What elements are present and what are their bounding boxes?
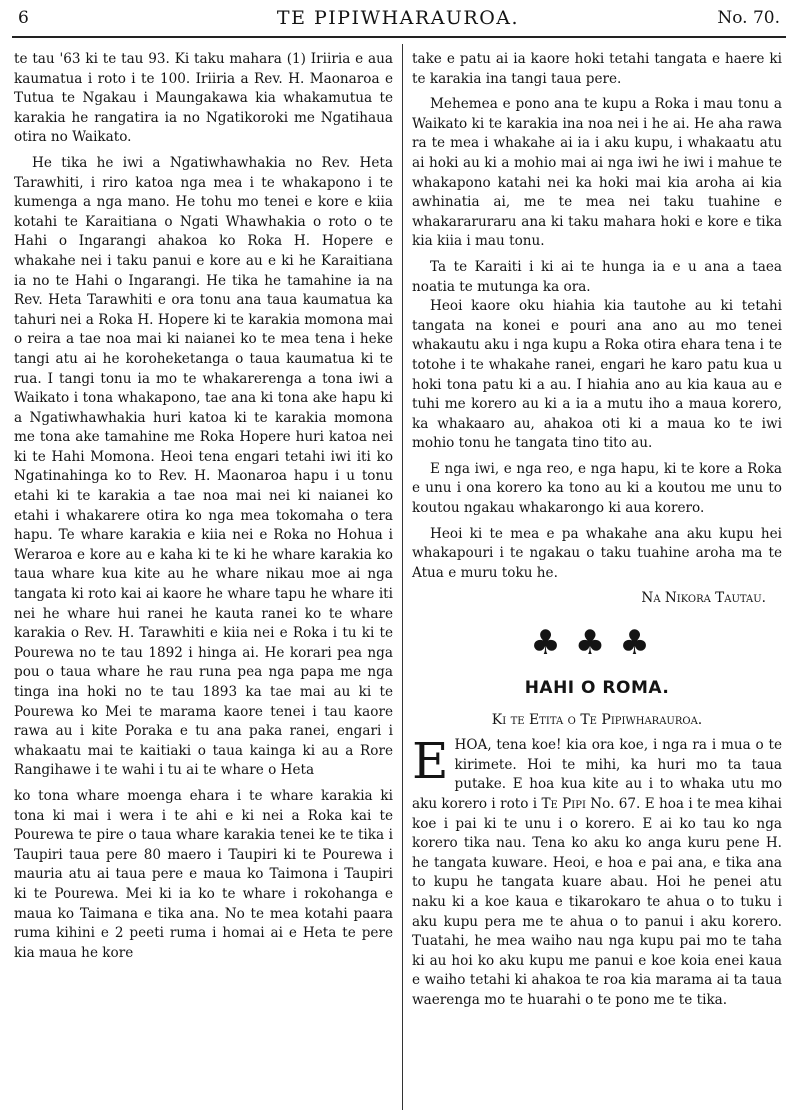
letter-text-a: HOA, tena koe! kia ora koe, i nga ra i mua o te kirimete. Hoi te mihi, ka huri mo ta taua putake. E hoa kua kite au i to whaka utu mo aku korero i roto i	[412, 737, 782, 812]
page-header	[0, 0, 796, 40]
right-paragraph-5: E nga iwi, e nga reo, e nga hapu, ki te kore a Roka e unu i ona korero ka tono au ki a koutou me unu to koutou ngakau whakarongo ki aua korero.	[412, 460, 782, 517]
clubs-ornament: ♣♣♣	[530, 623, 664, 664]
left-column	[14, 50, 393, 969]
right-paragraph-6: Heoi ki te mea e pa whakahe ana aku kupu hei whakapouri i te ngakau o taku tuahine aroha ma te Atua e muru toku he.	[412, 525, 782, 581]
signature: Na Nikora Tautau.	[641, 590, 766, 607]
letter-text-b: No. 67. E hoa i te mea kihai koe i pai ki te unu i o korero. E ai ko tau ko nga korero tika nau. Tena ko aku ko anga kuru pene H. he tangata kuware. Heoi, e hoa e pai ana, e tika ana to kupu he tangata kuare abau. Hoi he penei atu naku ki a koe kaua e tikarokaro te ahua o to tuku i aku kupu pera me te ahua o to panui i aku korero. Tuatahi, he mea waiho nau nga kupu pai mo te taha ki au hoi ko aku kupu me panui e koe koia enei kaua e waiho tetahi ki ahakoa te roa kia marama ai ta taua waerenga mo te huarahi o te pono me te tika.	[412, 796, 783, 1008]
section-title: HAHI O ROMA.	[524, 678, 670, 699]
right-paragraph-1: take e patu ai ia kaore hoki tetahi tangata e haere ki te karakia ina tangi taua pere.	[412, 51, 782, 87]
page-number: 6	[18, 8, 29, 28]
issue-number: No. 70.	[717, 8, 780, 28]
left-paragraph-3: ko tona whare moenga ehara i te whare karakia ki tona ki mai i wera i te ahi e ki nei a Roka kai te Pourewa te pire o taua whare karakia tenei ke te tika i Taupiri taua pere 80 maero i Taupiri ki te Pourewa i mauria atu ai taua pere e maua ko Taimona i Taupiri ki te Pourewa. Mei ki ia ko te whare i rokohanga e maua ko Taimana e tika ana. No te mea kotahi paara ruma kihini e 2 peeti ruma i homai ai e Heta te pere kia maua he kore	[14, 787, 393, 961]
section-subtitle: Ki te Etita o Te Pipiwharauroa.	[491, 711, 703, 728]
newspaper-title: TE PIPIWHARAUROA.	[276, 7, 520, 29]
column-divider	[402, 44, 403, 1110]
letter-paragraph	[412, 732, 783, 1010]
right-column	[412, 50, 782, 1017]
left-paragraph-1: te tau '63 ki te tau 93. Ki taku mahara (1) Iriiria e aua kaumatua i roto i te 100. Iriiria a Rev. H. Maonaroa e Tutua te Ngakau i Maungakawa kia whakamutua te karakia he rangatira ia no Ngatikoroki me Ngatihaua otira no Waikato.	[14, 51, 393, 146]
right-paragraph-4: Heoi kaore oku hiahia kia tautohe au ki tetahi tangata na konei e pouri ana ano au mo tenei whakautu aku i nga kupu a Roka otira ehara tena i te totohe i te whakahe ranei, engari he karo patu kua u hoki tona patu ki a au. I hiahia ano au kia kaua au e tuhi me korero au ki a ia a mutu iho a maua korero, ka whakaaro au, ahakoa oti ki a maua ko te iwi mohio tonu he tangata tino tito au.	[412, 298, 782, 452]
header-rule	[12, 36, 786, 38]
drop-cap: E	[412, 732, 449, 791]
letter-reference: Te Pipi	[541, 796, 586, 812]
right-paragraph-2: Mehemea e pono ana te kupu a Roka i mau tonu a Waikato ki te karakia ina noa nei i he ai. He aha rawa ra te mea i whakahe ai ia i aku kupu, i whakaatu atu ai hoki au ki a mohio mai ai nga iwi he iwi i mahue te whakapono katahi nei ka hoki mai kia aroha ai kia awhinatia ai, me te mea nei taku tuahine e whakararuraru ana ki taku mahara hoki e kore e tika kia kiia i mau tonu.	[412, 96, 782, 250]
left-paragraph-2: He tika he iwi a Ngatiwhawhakia no Rev. Heta Tarawhiti, i riro katoa nga mea i te whakapono i te kumenga a nga mano. He tohu mo tenei e kore e kiia kotahi te Karaitiana o Ngati Whawhakia o roto o te Hahi o Ingarangi ahakoa ko Roka H. Hopere e whakahe nei i taku panui e kore au e ki he Karaitiana ia no te Hahi o Ingarangi. He tika he tamahine ia na Rev. Heta Tarawhiti e ora tonu ana taua kaumatua ka tahuri nei a Roka H. Hopere ki te karakia momona mai o reira a tae noa mai ki naianei ko te mea tena i heke tangi atu ai he koroheketanga o taua kaumatua ki te rua. I tangi tonu ia mo te whakarerenga a tona iwi a Waikato i tona whakapono, tae ana ki tona ake hapu ki a Ngatiwhawhakia huri katoa ki te karakia momona me tona ake tamahine me Roka Hopere huri katoa nei ki te Hahi Momona. Heoi tena engari tetahi iwi iti ko Ngatinahinga ko to Rev. H. Maonaroa hapu i u tonu etahi ki te karakia a tae noa mai nei ki naianei ko etahi i whakarere otira ko nga mea tokomaha o tera hapu. Te whare karakia e kiia nei e Roka no Hohua i Weraroa e kore au e kaha ki te ki he whare karakia ko taua whare kua kite au he whare nikau moe ai nga tangata ki roto kai ai kaore he whare tapu he whare iti nei he whare hui ranei he kauta ranei ko te whare karakia o Rev. H. Tarawhiti e kiia nei e Roka i tu ki te Pourewa no te tau 1892 i hinga ai. He korari pea nga pou o taua whare he rau runa pea nga papa me nga tinga ina hoki no te tau 1893 ka tae mai au ki te Pourewa ko Mei te marama kaore tenei i tau kaore rawa au i kite Poraka e tu ana paka ranei, engari i whakaatu mai te kaitiaki o taua kainga ki au a Rore Rangihawe i te wahi i tu ai te whare o Heta	[14, 154, 393, 779]
right-paragraph-3: Ta te Karaiti i ki ai te hunga ia e u ana a taea noatia te mutunga ka ora.	[412, 258, 782, 295]
